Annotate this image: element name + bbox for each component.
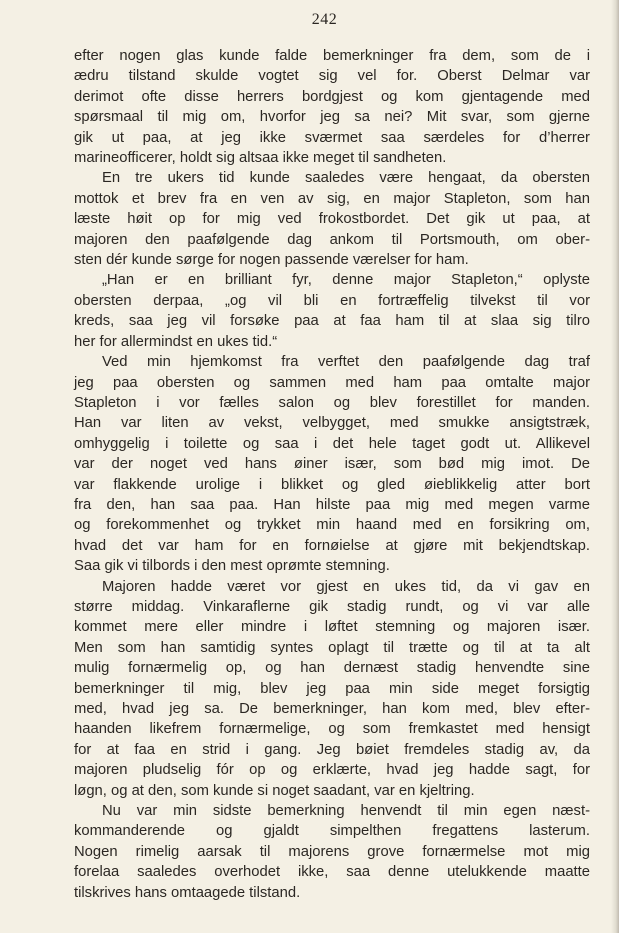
paragraph (74, 577, 590, 801)
text-line: tilskrives hans omtaagede tilstand. (74, 884, 301, 901)
text-line: og forekommenhet og trykket min haand med en forsikring om, (74, 517, 590, 534)
text-line: var flakkende urolige i blikket og gled øieblikkelig atter bort (74, 476, 590, 493)
page-number: 242 (311, 11, 338, 28)
text-line: Men som han samtidig syntes oplagt til trætte og til at ta alt (74, 639, 590, 656)
text-line: spørsmaal til mig om, hvorfor jeg sa nei? Mit svar, som gjerne (74, 109, 590, 126)
text-line: kommanderende og gjaldt simpelthen fregattens lasterum. (74, 823, 590, 840)
text-line: med, hvad jeg sa. De bemerkninger, han kom med, blev efter- (74, 701, 590, 717)
paragraph (74, 168, 590, 270)
text-line: større middag. Vinkaraflerne gik stadig rundt, og vi var alle (74, 598, 590, 615)
paragraph (74, 352, 590, 576)
paragraph (74, 801, 590, 903)
text-line: jeg paa obersten og sammen med ham paa omtalte major (74, 374, 590, 391)
text-line: derimot ofte disse herrers bordgjest og kom gjentagende med (74, 88, 590, 105)
body-text (74, 46, 590, 903)
text-line: omhyggelig i toilette og saa i det hele taget godt ut. Allikevel (74, 435, 590, 452)
text-line: fra den, han saa paa. Han hilste paa mig med megen varme (74, 496, 590, 513)
paragraph (74, 270, 590, 352)
text-line: løgn, og at den, som kunde si noget saadant, var en kjeltring. (74, 782, 475, 799)
text-line: læste høit op for mig ved frokostbordet. Det gik ut paa, at (74, 211, 590, 228)
text-line: efter nogen glas kunde falde bemerkninger fra dem, som de i (74, 48, 590, 64)
text-line: ædru tilstand skulde vogtet sig vel for. Oberst Delmar var (74, 68, 590, 85)
text-line: haanden likefrem fornærmelige, og som fremkastet med hensigt (74, 721, 590, 738)
text-line: Han var liten av vekst, velbygget, med smukke ansigtstræk, (74, 415, 590, 432)
text-line: „Han er en brilliant fyr, denne major Stapleton,“ oplyste (102, 272, 590, 289)
text-line: sten dér kunde sørge for nogen passende værelser for ham. (74, 252, 469, 269)
page-edge-shadow (611, 0, 619, 933)
text-line: marineofficerer, holdt sig altsaa ikke meget til sandheten. (74, 150, 447, 167)
text-line: Saa gik vi tilbords i den mest oprømte stemning. (74, 558, 390, 575)
text-line: hvad det var ham for en fornøielse at gjøre mit bekjendtskap. (74, 537, 590, 554)
text-line: mulig fornærmelig op, og han dernæst stadig henvendte sine (74, 660, 590, 677)
text-line: for at faa en strid i gang. Jeg bøiet fremdeles stadig av, da (74, 741, 590, 758)
text-line: forelaa saaledes overhodet ikke, saa denne utelukkende maatte (74, 864, 590, 881)
text-line: kreds, saa jeg vil forsøke paa at faa ham til at slaa sig tilro (74, 313, 590, 330)
text-line: Ved min hjemkomst fra verftet den paafølgende dag traf (102, 354, 590, 371)
text-line: gik ut paa, at jeg ikke sværmet saa særdeles for d’herrer (74, 129, 590, 146)
text-line: var der noget ved hans øiner især, som bød mig imot. De (74, 456, 590, 473)
text-line: her for allermindst en ukes tid.“ (74, 333, 278, 350)
text-line: mottok et brev fra en ven av sig, en major Stapleton, som han (74, 190, 590, 207)
paragraph (74, 46, 590, 168)
text-line: obersten derpaa, „og vil bli en fortræffelig tilvekst til vor (74, 292, 590, 309)
text-line: kommet mere eller mindre i løftet stemning og majoren især. (74, 619, 590, 636)
text-line: Stapleton i vor fælles salon og blev forestillet for manden. (74, 394, 590, 411)
text-line: bemerkninger til mig, blev jeg paa min side meget forsigtig (74, 680, 590, 697)
text-line: Nogen rimelig aarsak til majorens grove fornærmelse mot mig (74, 843, 590, 860)
text-line: En tre ukers tid kunde saaledes være hengaat, da obersten (102, 170, 590, 187)
text-line: Majoren hadde været vor gjest en ukes tid, da vi gav en (102, 578, 590, 595)
text-line: majoren den paafølgende dag ankom til Portsmouth, om ober- (74, 231, 590, 248)
text-line: majoren pludselig fór op og erklærte, hvad jeg hadde sagt, for (74, 762, 590, 779)
text-line: Nu var min sidste bemerkning henvendt til min egen næst- (102, 803, 590, 820)
